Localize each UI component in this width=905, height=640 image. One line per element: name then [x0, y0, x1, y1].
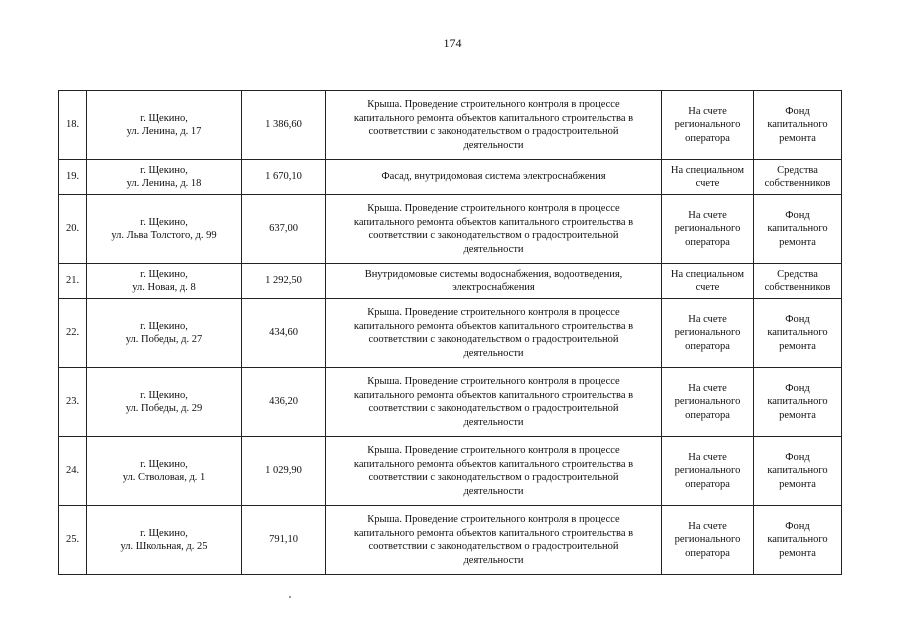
- address-city: г. Щекино,: [140, 389, 188, 401]
- source-line: Фонд: [785, 105, 810, 117]
- address-city: г. Щекино,: [140, 458, 188, 470]
- table-row: [59, 264, 842, 299]
- work-line: электроснабжения: [452, 282, 535, 293]
- address-cell: [87, 368, 242, 437]
- address-cell: [87, 506, 242, 575]
- account-cell: [662, 299, 754, 368]
- row-number: 21.: [59, 264, 87, 299]
- source-line: ремонта: [779, 340, 816, 352]
- work-line: деятельности: [463, 347, 524, 359]
- source-cell: [754, 437, 842, 506]
- work-line: соответствии с законодательством о градостроительной: [368, 403, 619, 414]
- account-line: регионального: [674, 396, 741, 408]
- account-line: На специальном: [670, 268, 745, 280]
- source-line: ремонта: [779, 236, 816, 248]
- amount-cell: 1 292,50: [242, 264, 326, 299]
- work-cell: [326, 299, 662, 368]
- source-cell: [754, 195, 842, 264]
- address-city: г. Щекино,: [140, 320, 188, 332]
- source-cell: [754, 160, 842, 195]
- account-line: регионального: [674, 327, 741, 339]
- row-number: 19.: [59, 160, 87, 195]
- account-line: На счете: [688, 313, 727, 325]
- address-street: ул. Ленина, д. 17: [126, 126, 202, 137]
- work-line: Крыша. Проведение строительного контроля в процессе: [367, 307, 620, 318]
- account-cell: [662, 368, 754, 437]
- table-row: [59, 160, 842, 195]
- address-street: ул. Победы, д. 27: [125, 334, 203, 345]
- work-cell: [326, 506, 662, 575]
- address-cell: [87, 264, 242, 299]
- work-cell: [326, 160, 662, 195]
- source-line: капитального: [767, 534, 828, 546]
- work-cell: [326, 437, 662, 506]
- work-line: капитального ремонта объектов капитального строительства в: [353, 527, 634, 539]
- source-cell: [754, 264, 842, 299]
- work-line: деятельности: [463, 416, 524, 428]
- work-line: Крыша. Проведение строительного контроля в процессе: [367, 203, 620, 214]
- work-cell: [326, 368, 662, 437]
- source-line: собственников: [764, 178, 831, 189]
- scan-speck: [289, 596, 291, 598]
- table-row: [59, 195, 842, 264]
- account-line: регионального: [674, 534, 741, 546]
- account-line: оператора: [685, 409, 730, 421]
- account-line: регионального: [674, 465, 741, 477]
- amount-cell: 1 670,10: [242, 160, 326, 195]
- source-line: Фонд: [785, 209, 810, 221]
- source-line: Фонд: [785, 451, 810, 463]
- account-cell: [662, 91, 754, 160]
- row-number: 24.: [59, 437, 87, 506]
- source-line: ремонта: [779, 409, 816, 421]
- work-line: деятельности: [463, 485, 524, 497]
- account-line: оператора: [685, 236, 730, 248]
- amount-cell: 1 386,60: [242, 91, 326, 160]
- work-line: соответствии с законодательством о градостроительной: [368, 230, 619, 241]
- work-line: капитального ремонта объектов капитального строительства в: [353, 458, 634, 470]
- work-line: деятельности: [463, 554, 524, 566]
- work-line: деятельности: [463, 243, 524, 255]
- amount-cell: 1 029,90: [242, 437, 326, 506]
- source-line: капитального: [767, 327, 828, 339]
- account-line: оператора: [685, 340, 730, 352]
- address-city: г. Щекино,: [140, 527, 188, 539]
- row-number: 18.: [59, 91, 87, 160]
- row-number: 20.: [59, 195, 87, 264]
- address-city: г. Щекино,: [140, 164, 188, 176]
- address-street: ул. Стволовая, д. 1: [122, 472, 206, 483]
- work-line: деятельности: [463, 139, 524, 151]
- address-city: г. Щекино,: [140, 216, 188, 228]
- account-line: На счете: [688, 520, 727, 532]
- account-line: оператора: [685, 478, 730, 490]
- source-line: капитального: [767, 465, 828, 477]
- work-line: Крыша. Проведение строительного контроля в процессе: [367, 445, 620, 456]
- amount-cell: 436,20: [242, 368, 326, 437]
- source-line: капитального: [767, 396, 828, 408]
- account-cell: [662, 160, 754, 195]
- address-cell: [87, 437, 242, 506]
- work-line: Крыша. Проведение строительного контроля в процессе: [367, 514, 620, 525]
- source-line: собственников: [764, 282, 831, 293]
- source-line: капитального: [767, 119, 828, 131]
- source-cell: [754, 299, 842, 368]
- account-line: На специальном: [670, 164, 745, 176]
- account-cell: [662, 264, 754, 299]
- row-number: 25.: [59, 506, 87, 575]
- work-line: капитального ремонта объектов капитального строительства в: [353, 389, 634, 401]
- source-line: капитального: [767, 223, 828, 235]
- account-cell: [662, 506, 754, 575]
- address-street: ул. Новая, д. 8: [132, 282, 196, 293]
- table-row: [59, 506, 842, 575]
- work-line: Внутридомовые системы водоснабжения, водоотведения,: [364, 268, 623, 280]
- source-line: ремонта: [779, 132, 816, 144]
- work-cell: [326, 195, 662, 264]
- account-line: На счете: [688, 451, 727, 463]
- repair-works-table: [58, 90, 842, 575]
- address-cell: [87, 160, 242, 195]
- account-line: На счете: [688, 209, 727, 221]
- address-street: ул. Ленина, д. 18: [126, 178, 202, 189]
- account-line: На счете: [688, 105, 727, 117]
- work-line: соответствии с законодательством о градостроительной: [368, 334, 619, 345]
- table-row: [59, 437, 842, 506]
- account-line: счете: [695, 178, 720, 189]
- source-cell: [754, 91, 842, 160]
- account-line: регионального: [674, 223, 741, 235]
- account-line: регионального: [674, 119, 741, 131]
- source-cell: [754, 368, 842, 437]
- amount-cell: 637,00: [242, 195, 326, 264]
- source-line: ремонта: [779, 547, 816, 559]
- table-row: [59, 299, 842, 368]
- account-cell: [662, 195, 754, 264]
- account-line: оператора: [685, 132, 730, 144]
- table-row: [59, 368, 842, 437]
- source-line: Фонд: [785, 382, 810, 394]
- amount-cell: 434,60: [242, 299, 326, 368]
- account-cell: [662, 437, 754, 506]
- address-street: ул. Победы, д. 29: [125, 403, 203, 414]
- address-city: г. Щекино,: [140, 268, 188, 280]
- address-street: ул. Льва Толстого, д. 99: [111, 230, 217, 241]
- table-row: [59, 91, 842, 160]
- work-line: капитального ремонта объектов капитального строительства в: [353, 112, 634, 124]
- source-cell: [754, 506, 842, 575]
- work-line: Фасад, внутридомовая система электроснабжения: [381, 171, 606, 183]
- address-cell: [87, 195, 242, 264]
- work-line: Крыша. Проведение строительного контроля в процессе: [367, 376, 620, 387]
- source-line: ремонта: [779, 478, 816, 490]
- address-cell: [87, 299, 242, 368]
- account-line: счете: [695, 282, 720, 293]
- work-cell: [326, 264, 662, 299]
- source-line: Средства: [777, 268, 818, 280]
- row-number: 23.: [59, 368, 87, 437]
- work-line: соответствии с законодательством о градостроительной: [368, 541, 619, 552]
- work-cell: [326, 91, 662, 160]
- source-line: Средства: [777, 164, 818, 176]
- source-line: Фонд: [785, 520, 810, 532]
- page-number: 174: [443, 36, 462, 50]
- address-cell: [87, 91, 242, 160]
- address-street: ул. Школьная, д. 25: [120, 541, 208, 552]
- work-line: капитального ремонта объектов капитального строительства в: [353, 216, 634, 228]
- source-line: Фонд: [785, 313, 810, 325]
- work-line: Крыша. Проведение строительного контроля в процессе: [367, 99, 620, 110]
- work-line: соответствии с законодательством о градостроительной: [368, 126, 619, 137]
- work-line: соответствии с законодательством о градостроительной: [368, 472, 619, 483]
- account-line: На счете: [688, 382, 727, 394]
- amount-cell: 791,10: [242, 506, 326, 575]
- address-city: г. Щекино,: [140, 112, 188, 124]
- row-number: 22.: [59, 299, 87, 368]
- account-line: оператора: [685, 547, 730, 559]
- work-line: капитального ремонта объектов капитального строительства в: [353, 320, 634, 332]
